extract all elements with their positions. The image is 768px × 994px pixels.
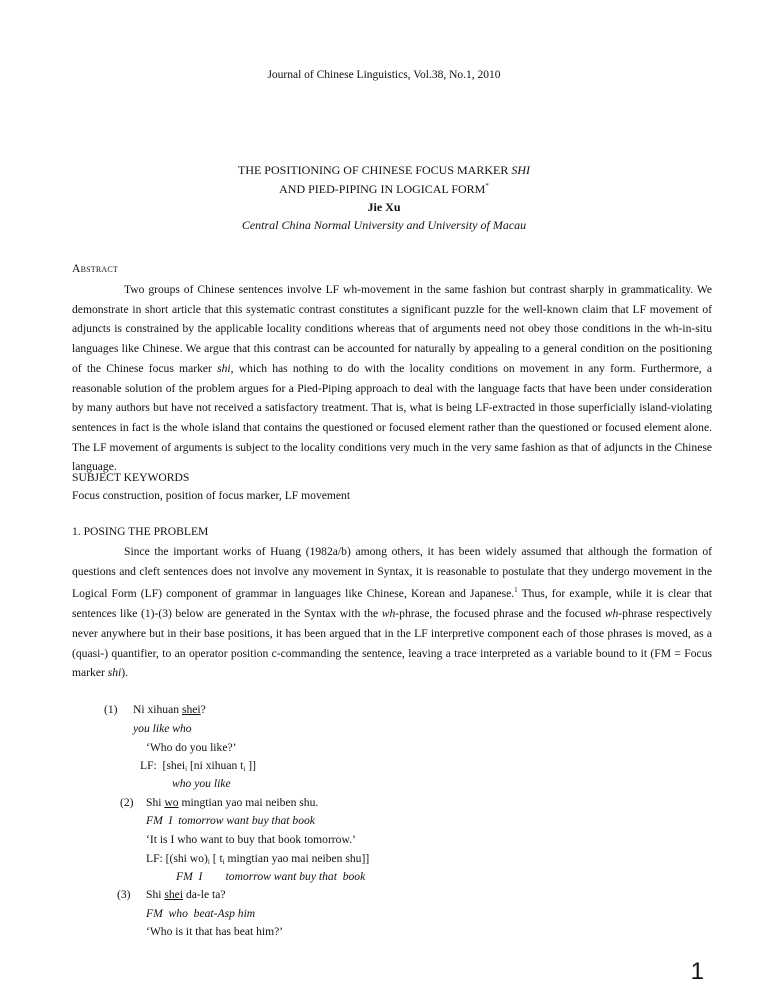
example-1-lf-gloss: who you like bbox=[172, 777, 231, 790]
example-2-gloss: FM I tomorrow want buy that book bbox=[146, 814, 315, 827]
abstract-heading: Abstract bbox=[72, 262, 118, 275]
example-1-gloss: you like who bbox=[133, 722, 192, 735]
section-1-paragraph: Since the important works of Huang (1982a/b) among others, it has been widely assumed that although the formation of questions and cleft sentences does not involve any movement in Syntax, it is reasonable to postulate that they undergo movement in the Logical Form (LF) component of grammar in languages like Chinese, Korean and Japanese.$^1$ Thus, for example, while it is clear that sentences like (1)-(3) below are generated in the Syntax with the wh-phrase, the focused phrase and the focused wh-phrase respectively never anywhere but in their base positions, it has been argued that in the LF interpretive component each of those phrases is moved, as a (quasi-) quantifier, to an operator position c-commanding the sentence, leaving a trace interpreted as a variable bound to it (FM = Focus marker shi). bbox=[72, 545, 713, 680]
paper-title-line1: THE POSITIONING OF CHINESE FOCUS MARKER SHI bbox=[237, 163, 531, 177]
journal-header: Journal of Chinese Linguistics, Vol.38, No.1, 2010 bbox=[267, 69, 501, 81]
example-2-lf-gloss: FM I tomorrow want buy that book bbox=[176, 870, 366, 883]
example-1-translation: ‘Who do you like?’ bbox=[146, 741, 237, 754]
example-2-lf: LF: [(shi $wo)_i$ [ $t_i$ mingtian yao mai neiben shu]] bbox=[146, 852, 370, 866]
abstract-body: Two groups of Chinese sentences involve LF wh-movement in the same fashion but contrast sharply in grammaticality. We demonstrate in short article that this systematic contrast constitutes a significant puzzle for the well-known claim that LF movement of adjuncts is constrained by the applicable locality conditions whereas that of arguments need not obey those conditions in the wh-in-situ languages like Chinese. We argue that this contrast can be accounted for naturally by appealing to a general condition on the positioning of the Chinese focus marker shi, which has nothing to do with the locality conditions on movement in any form. Furthermore, a reasonable solution of the problem argues for a Pied-Piping approach to deal with the language facts that have been under consideration by many authors but have not received a satisfactory treatment. That is, what is being LF-extracted in those superficially island-violating sentences in fact is the whole island that contains the questioned or focused element rather than the questioned or focused element alone. The LF movement of arguments is subject to the locality conditions very much in the very same fashion as that of adjuncts in the Chinese language. bbox=[72, 283, 712, 474]
keywords-text: Focus construction, position of focus marker, LF movement bbox=[72, 489, 351, 502]
example-2-number: (2) bbox=[120, 796, 134, 809]
example-3-sentence: Shi shei da-le ta? bbox=[146, 888, 226, 901]
keywords-heading: SUBJECT KEYWORDS bbox=[72, 471, 190, 484]
paper-title-line2: AND PIED-PIPING IN LOGICAL FORM* bbox=[279, 182, 489, 196]
example-2-sentence: Shi wo mingtian yao mai neiben shu. bbox=[146, 796, 319, 809]
section-1-heading: 1. POSING THE PROBLEM bbox=[72, 525, 209, 538]
footnote-ref-1[interactable]: 1 bbox=[514, 586, 518, 595]
example-3-translation: ‘Who is it that has beat him?’ bbox=[146, 925, 284, 938]
author-name: Jie Xu bbox=[367, 200, 401, 214]
example-1-number: (1) bbox=[104, 703, 118, 716]
author-affiliation: Central China Normal University and University of Macau bbox=[241, 218, 527, 232]
page-number: 1 bbox=[690, 958, 704, 985]
example-1-sentence: Ni xihuan shei? bbox=[133, 703, 206, 716]
example-3-gloss: FM who beat-Asp him bbox=[146, 907, 256, 920]
title-footnote-mark[interactable]: * bbox=[485, 182, 489, 190]
example-2-translation: ‘It is I who want to buy that book tomorrow.’ bbox=[146, 833, 356, 846]
example-1-lf: LF: [shei$_i$ [ni xihuan $t_i$ ]] bbox=[140, 759, 256, 773]
example-3-number: (3) bbox=[117, 888, 131, 901]
